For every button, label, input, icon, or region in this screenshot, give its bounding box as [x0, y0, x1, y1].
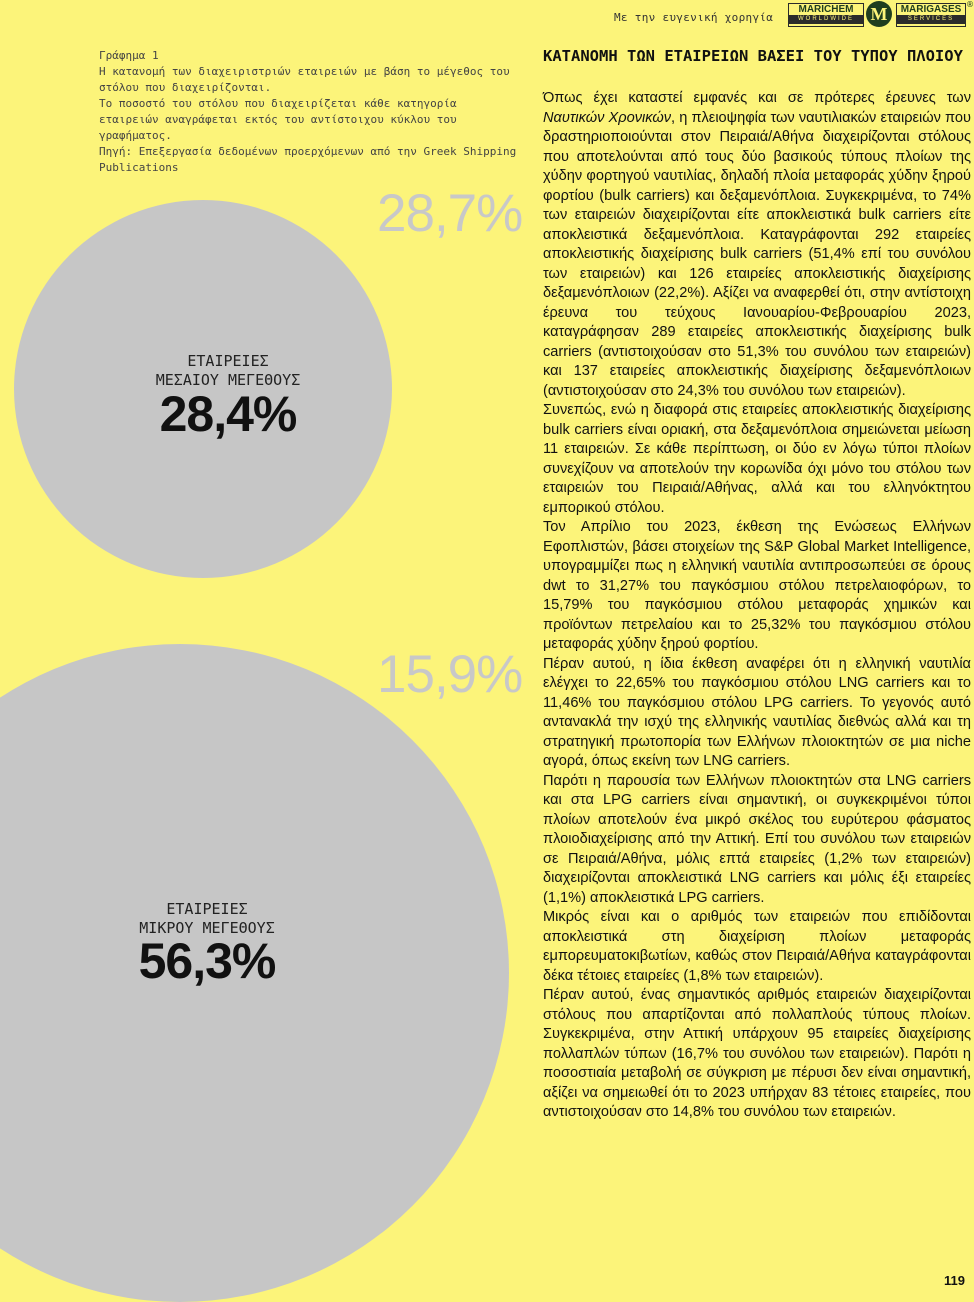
caption-line-3: Πηγή: Επεξεργασία δεδομένων προερχόμενων από την Greek Shipping Publications [99, 145, 517, 174]
bubble-small-value: 56,3% [138, 933, 276, 989]
sponsor-logo [788, 0, 973, 32]
article-body [543, 89, 971, 1123]
page-number: 119 [944, 1273, 965, 1288]
article-paragraph-1 [543, 89, 971, 401]
article-paragraph-3: Τον Απρίλιο του 2023, έκθεση της Ενώσεως Ελλήνων Εφοπλιστών, βάσει στοιχείων της S&P Global Market Intelligence, υπογραμμίζει πως η ελληνική ναυτιλία αντιπροσωπεύει σε όρους dwt το 31,27% του παγκόσμιου στόλου πετρελαιοφόρων, το 15,79% του παγκόσμιου στόλου μεταφοράς χημικών και προϊόντων πετρελαίου και το 25,32% του παγκόσμιου στόλου μεταφοράς χύδην ξηρού φορτίου. [543, 519, 971, 652]
bubble-medium-label-line-1: ΕΤΑΙΡΕΙΕΣ [187, 352, 269, 370]
logo-marigases-name: MARIGASES [900, 4, 962, 15]
article-paragraph-7: Πέραν αυτού, ένας σημαντικός αριθμός εταιρειών διαχειρίζονται στόλους που απαρτίζονται από πολλαπλούς τύπους πλοίων. Συγκεκριμένα, στην Αττική υπάρχουν 95 εταιρείες διαχείρισης πολλαπλών τύπων (16,7% του συνόλου των εταιρειών). Παρότι η ποσοστιαία μεταβολή σε σύγκριση με πέρυσι δεν είναι σημαντική, αξίζει να σημειωθεί ότι το 2023 υπήρχαν 83 τέτοιες εταιρείες, που αντιστοιχούσαν στο 14,8% του συνόλου των εταιρειών. [543, 987, 971, 1120]
caption-title: Γράφημα 1 [99, 49, 159, 62]
paragraph-1-rest: , η πλειοψηφία των ναυτιλιακών εταιρειών που δραστηριοποιούνται στον Πειραιά/Αθήνα διαχειρίζονται στόλους που αποτελούνται από τους δύο βασικούς τύπους πλοίων της χύδην φορτηγού ναυτιλίας, δηλαδή πλοία μεταφοράς χύδην ξηρού φορτίου (bulk carriers) και δεξαμενόπλοια. Συγκεκριμένα, το 74% των εταιρειών διαχειρίζονται είτε αποκλειστικά bulk carriers είτε αποκλειστικά δεξαμενόπλοια. Καταγράφονται 292 εταιρείες αποκλειστικής διαχείρισης bulk carriers (51,4% επί του συνόλου των εταιρειών) και 126 εταιρείες αποκλειστικής διαχείρισης δεξαμενόπλοιων (22,2%). Αξίζει να αναφερθεί ότι, στην αντίστοιχη έρευνα του τεύχους Ιανουαρίου-Φεβρουαρίου 2023, καταγράφησαν 289 εταιρείες αποκλειστικής διαχείρισης bulk carriers (αντιστοιχούσαν στο 51,3% του συνόλου των εταιρειών) και 137 εταιρείες αποκλειστικής διαχείρισης δεξαμενόπλοιων (αντιστοιχούσαν στο 24,3% του συνόλου των εταιρειών). [543, 109, 972, 399]
sponsor-text: Με την ευγενική χορηγία [614, 11, 774, 24]
article-paragraph-4: Πέραν αυτού, η ίδια έκθεση αναφέρει ότι η ελληνική ναυτιλία ελέγχει το 22,65% του παγκόσμιου στόλου LNG carriers και το 11,46% του παγκόσμιου στόλου LPG carriers. Το γεγονός αυτό αντανακλά την ισχύ της ελληνικής ναυτιλίας διεθνώς αλλά και τη στρατηγική πρωτοπορία των Ελλήνων πλοιοκτητών σε μια niche αγορά, όπως εκείνη των LNG carriers. [543, 655, 971, 769]
logo-marichem-sub: WORLDWIDE [789, 15, 863, 24]
logo-marigases [896, 3, 966, 27]
fleet-share-small: 15,9% [377, 645, 523, 704]
caption-line-2: Το ποσοστό του στόλου που διαχειρίζεται κάθε κατηγορία εταιρειών αναγράφεται εκτός του αντίστοιχου κύκλου του γραφήματος. [99, 97, 457, 142]
logo-marichem [788, 3, 864, 27]
publication-name: Ναυτικών Χρονικών [543, 109, 672, 126]
bubble-medium-label-line-2: ΜΕΣΑΙΟΥ ΜΕΓΕΘΟΥΣ [155, 371, 301, 389]
article-paragraph-5: Παρότι η παρουσία των Ελλήνων πλοιοκτητών στα LNG carriers και στα LPG carriers είναι σημαντική, οι συγκεκριμένοι τύποι πλοίων αποτελούν ένα μικρό σκέλος του ευρύτερου φάσματος πλοιοδιαχείρισης από την Αττική. Επί του συνόλου των εταιρειών σε Πειραιά/Αθήνα, μόλις επτά εταιρείες (1,2% των εταιρειών) διαχειρίζονται αποκλειστικά LNG carriers και μόλις έξι εταιρείες (1,1%) αποκλειστικά LPG carriers. [543, 772, 971, 906]
paragraph-1-start: Όπως έχει καταστεί εμφανές και σε πρότερες έρευνες των [543, 90, 971, 106]
caption-line-1: Η κατανομή των διαχειριστριών εταιρειών με βάση το μέγεθος του στόλου που διαχειρίζονται. [99, 65, 510, 94]
bubble-small-label-line-1: ΕΤΑΙΡΕΙΕΣ [166, 900, 248, 918]
logo-marigases-sub: SERVICES [897, 15, 965, 24]
bubble-medium-value: 28,4% [159, 386, 297, 442]
bubble-small-label-line-2: ΜΙΚΡΟΥ ΜΕΓΕΘΟΥΣ [139, 919, 275, 937]
article-heading: ΚΑΤΑΝΟΜΗ ΤΩΝ ΕΤΑΙΡΕΙΩΝ ΒΑΣΕΙ ΤΟΥ ΤΥΠΟΥ ΠΛΟΙΟΥ [543, 47, 963, 65]
article-paragraph-2: Συνεπώς, ενώ η διαφορά στις εταιρείες αποκλειστικής διαχείρισης bulk carriers είναι οριακή, στα δεξαμενόπλοια σημειώνεται μείωση 11 εταιρειών. Σε κάθε περίπτωση, οι δύο εν λόγω τύποι πλοίων συνεχίζουν να αποτελούν την κορωνίδα όχι μόνο του στόλου των εταιρειών του Πειραιά/Αθήνας, αλλά και του ελληνόκτητου εμπορικού στόλου. [543, 402, 971, 516]
logo-mark-icon: M [866, 1, 892, 27]
registered-mark: ® [966, 0, 974, 9]
article-paragraph-6: Μικρός είναι και ο αριθμός των εταιρειών που επιδίδονται αποκλειστικά στη διαχείριση πλοίων μεταφοράς εμπορευματοκιβωτίων, καθώς στον Πειραιά/Αθήνα καταγράφονται δέκα τέτοιες εταιρείες (1,8% των εταιρειών). [543, 909, 971, 984]
fleet-share-medium: 28,7% [377, 184, 523, 243]
chart-caption [99, 48, 519, 176]
logo-marichem-name: MARICHEM [798, 4, 854, 15]
